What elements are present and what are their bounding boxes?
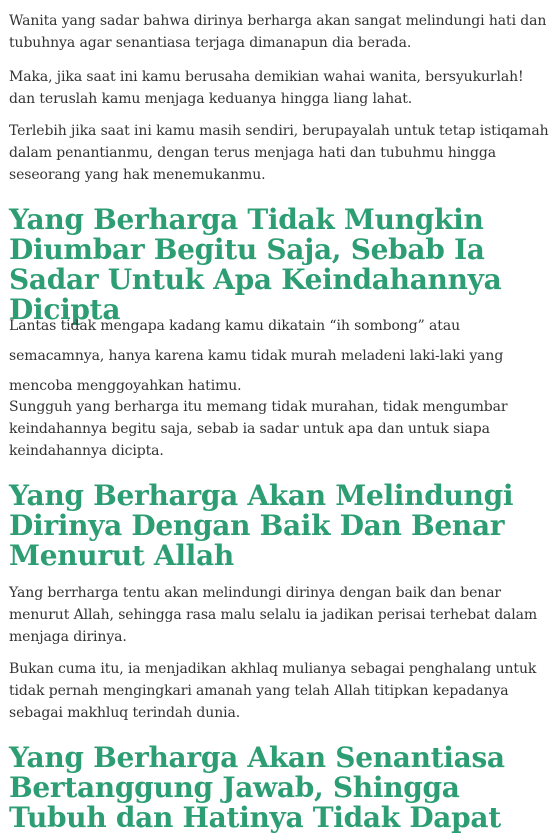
section-heading-1: Yang Berharga Tidak Mungkin Diumbar Begitu Saja, Sebab Ia Sadar Untuk Apa Keindahannya Dicipta [9, 203, 502, 326]
paragraph-section-1a: Lantas tidak mengapa kadang kamu dikatain “ih sombong” atau semacamnya, hanya karena kamu tidak murah meladeni laki-laki yang mencoba menggoyahkan hatimu. [9, 318, 504, 394]
paragraph-section-1b: Sungguh yang berharga itu memang tidak murahan, tidak mengumbar keindahannya begitu saja, sebab ia sadar untuk apa dan untuk siapa keindahannya dicipta. [9, 399, 508, 459]
paragraph-intro-3: Terlebih jika saat ini kamu masih sendiri, berupayalah untuk tetap istiqamah dalam penantianmu, dengan terus menjaga hati dan tubuhmu hingga seseorang yang hak menemukanmu. [9, 123, 549, 183]
paragraph-intro-2: Maka, jika saat ini kamu berusaha demikian wahai wanita, bersyukurlah! dan teruslah kamu menjaga keduanya hingga liang lahat. [9, 69, 524, 107]
paragraph-section-2a: Yang berrharga tentu akan melindungi dirinya dengan baik dan benar menurut Allah, sehingga rasa malu selalu ia jadikan perisai terhebat dalam menjaga dirinya. [9, 585, 538, 645]
section-heading-3: Yang Berharga Akan Senantiasa Bertanggung Jawab, Shingga Tubuh dan Hatinya Tidak Dapat [9, 741, 505, 834]
paragraph-section-2b: Bukan cuma itu, ia menjadikan akhlaq mulianya sebagai penghalang untuk tidak pernah mengingkari amanah yang telah Allah titipkan kepadanya sebagai makhluq terindah dunia. [9, 661, 537, 721]
section-heading-2: Yang Berharga Akan Melindungi Dirinya Dengan Baik Dan Benar Menurut Allah [9, 479, 514, 572]
paragraph-intro-1: Wanita yang sadar bahwa dirinya berharga akan sangat melindungi hati dan tubuhnya agar senantiasa terjaga dimanapun dia berada. [9, 13, 547, 51]
